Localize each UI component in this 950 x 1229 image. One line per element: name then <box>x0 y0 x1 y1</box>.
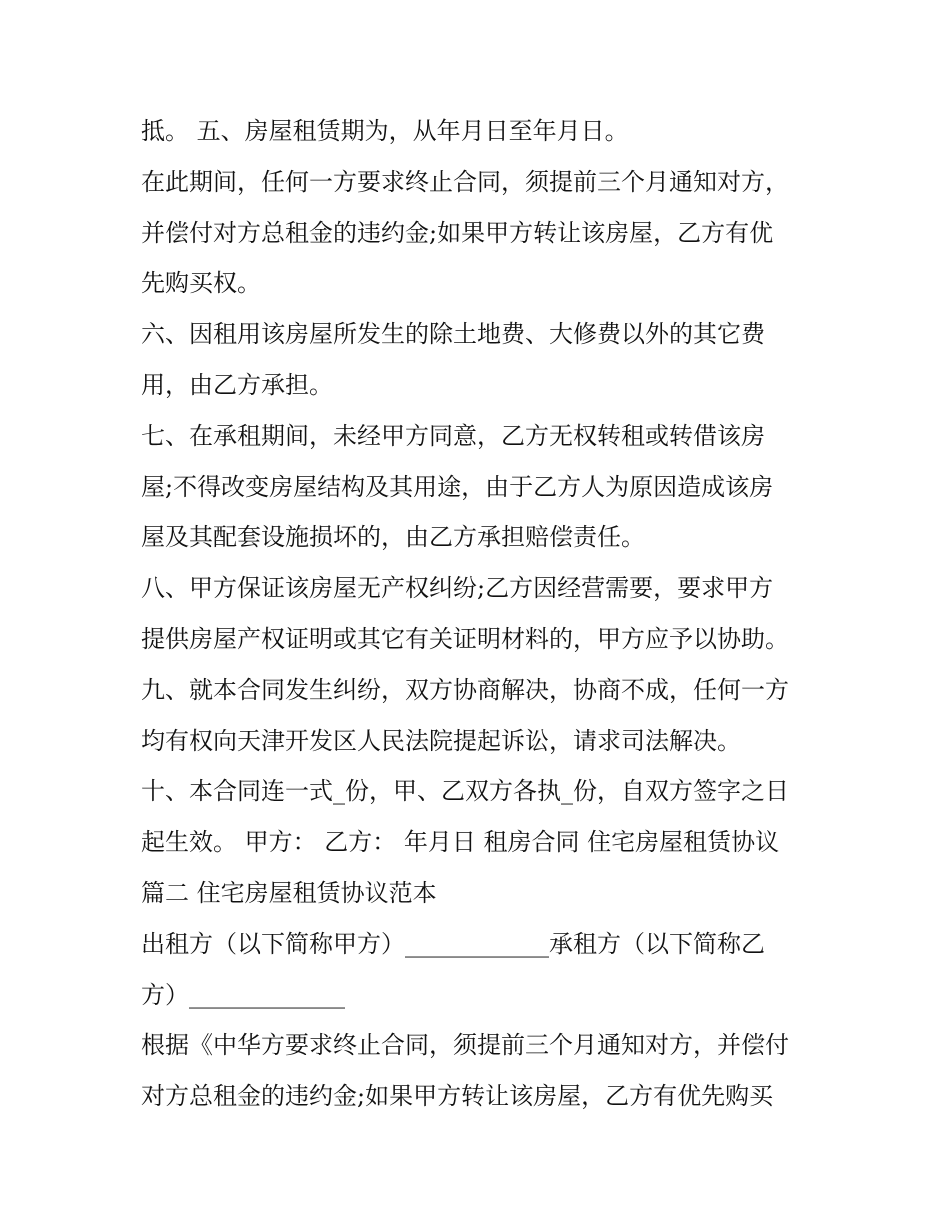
text-line: 抵。 五、房屋租赁期为，从年月日至年月日。 <box>141 117 629 145</box>
document-body <box>141 106 821 1122</box>
text-line: 九、就本合同发生纠纷，双方协商解决，协商不成，任何一方 <box>141 675 789 704</box>
text-line: 七、在承租期间，未经甲方同意，乙方无权转租或转借该房 <box>141 421 765 450</box>
text-line: 八、甲方保证该房屋无产权纠纷;乙方因经营需要，要求甲方 <box>141 574 774 603</box>
text-line: 在此期间，任何一方要求终止合同，须提前三个月通知对方， <box>141 167 789 196</box>
text-line: 起生效。 甲方： 乙方： 年月日 租房合同 住宅房屋租赁协议 <box>141 828 780 857</box>
text-line: 方）_____________ <box>141 980 345 1009</box>
text-line: 六、因租用该房屋所发生的除土地费、大修费以外的其它费 <box>141 320 765 349</box>
text-line: 均有权向天津开发区人民法院提起诉讼，请求司法解决。 <box>141 726 741 755</box>
text-line: 并偿付对方总租金的违约金;如果甲方转让该房屋，乙方有优 <box>141 218 774 247</box>
text-line: 根据《中华方要求终止合同，须提前三个月通知对方，并偿付 <box>141 1031 789 1060</box>
text-line: 屋;不得改变房屋结构及其用途，由于乙方人为原因造成该房 <box>141 472 774 501</box>
text-line: 屋及其配套设施损坏的，由乙方承担赔偿责任。 <box>141 523 645 552</box>
text-line: 出租方（以下简称甲方）____________承租方（以下简称乙 <box>141 929 765 958</box>
text-line: 十、本合同连一式_份，甲、乙双方各执_份，自双方签字之日 <box>141 777 789 806</box>
text-line: 对方总租金的违约金;如果甲方转让该房屋，乙方有优先购买 <box>141 1082 774 1111</box>
text-line: 用，由乙方承担。 <box>141 370 333 399</box>
text-line: 先购买权。 <box>141 269 261 298</box>
text-line: 篇二 住宅房屋租赁协议范本 <box>141 878 437 907</box>
text-line: 提供房屋产权证明或其它有关证明材料的，甲方应予以协助。 <box>141 624 789 653</box>
